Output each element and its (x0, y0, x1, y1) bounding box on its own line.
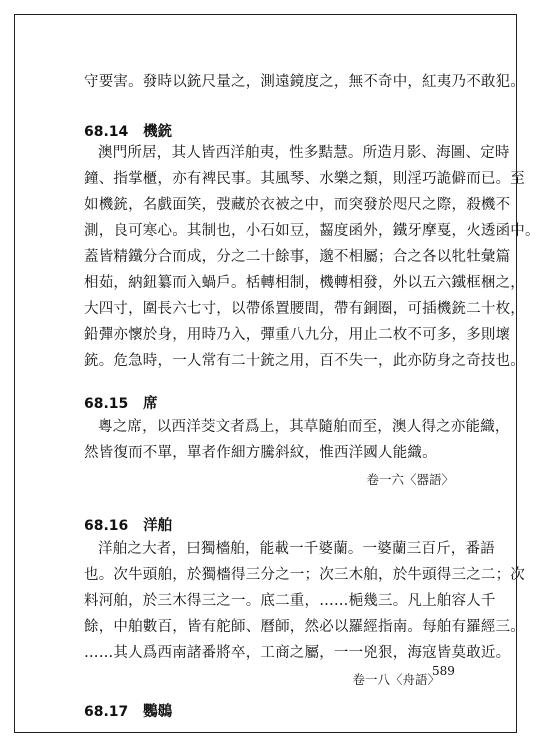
intro-line: 守要害。發時以銃尺量之，測遠鏡度之，無不奇中，紅夷乃不敢犯。 (84, 74, 525, 90)
body-line: 蓋皆精鐵分合而成，分之二十餘事，邈不相屬；合之各以牝牡彙篇 (84, 249, 511, 265)
section-title: 機銃 (143, 123, 173, 140)
body-line: 鐘、指掌櫃，亦有裨民事。其風琴、水樂之類，則淫巧詭僻而已。至 (84, 171, 525, 187)
body-line: 洋舶之大者，曰獨檣舶，能載一千婆蘭。一婆蘭三百斤，番語 (98, 541, 495, 557)
body-line: 然皆復而不單，單者作細方騰斜紋，惟西洋國人能織。 (84, 445, 437, 461)
section-heading (84, 700, 172, 721)
source-citation: 卷一八〈舟語〉 (352, 672, 440, 687)
body-line: 測，良可寒心。其制也，小石如豆，齧度函外，鐵牙摩戛，火透函中。 (84, 223, 540, 239)
section-number: 68.14 (84, 124, 129, 140)
body-line: 餘，中舶數百，皆有舵師、曆師，然必以羅經指南。每舶有羅經三。 (84, 619, 525, 635)
body-line: ……其人爲西南諸番將卒，工商之屬，一一兇狠，海寇皆莫敢近。 (84, 645, 511, 661)
section-number: 68.17 (84, 704, 129, 720)
body-line: 料河舶，於三木得三之一。底二重，……梔幾三。凡上舶容人千 (84, 593, 496, 609)
section-title: 洋舶 (143, 517, 173, 534)
section-title: 席 (143, 395, 158, 412)
section-number: 68.16 (84, 518, 129, 534)
body-line: 鉛彈亦懷於身，用時乃入，彈重八九分，用止二枚不可多，多則壞 (84, 327, 511, 343)
body-line: 粵之席，以西洋茭文者爲上，其草隨舶而至，澳人得之亦能織， (98, 419, 510, 435)
source-citation: 卷一六〈器語〉 (366, 472, 454, 487)
body-line: 銃。危急時，一人常有二十銃之用，百不失一，此亦防身之奇技也。 (84, 353, 525, 369)
page-number: 589 (432, 664, 455, 678)
section-heading (84, 120, 172, 141)
section-heading (84, 392, 158, 413)
section-title: 鸚䳇 (143, 703, 173, 720)
body-line: 大四寸，圍長六七寸，以帶係置腰間，帶有銅圈，可插機銃二十枚， (84, 301, 525, 317)
section-heading (84, 514, 172, 535)
body-line: 也。次牛頭舶，於獨檣得三分之一；次三木舶，於牛頭得三之二；次 (84, 567, 525, 583)
section-number: 68.15 (84, 396, 129, 412)
body-line: 相茹，納鈕纂而入蝸戶。栝轉相制，機轉相發，外以五六鐵框梱之， (84, 275, 525, 291)
body-line: 如機銃，名戲面笑，弢藏於衣被之中，而突發於咫尺之際，殺機不 (84, 197, 511, 213)
body-line: 澳門所居，其人皆西洋舶夷，性多黠慧。所造月影、海圖、定時 (98, 145, 510, 161)
